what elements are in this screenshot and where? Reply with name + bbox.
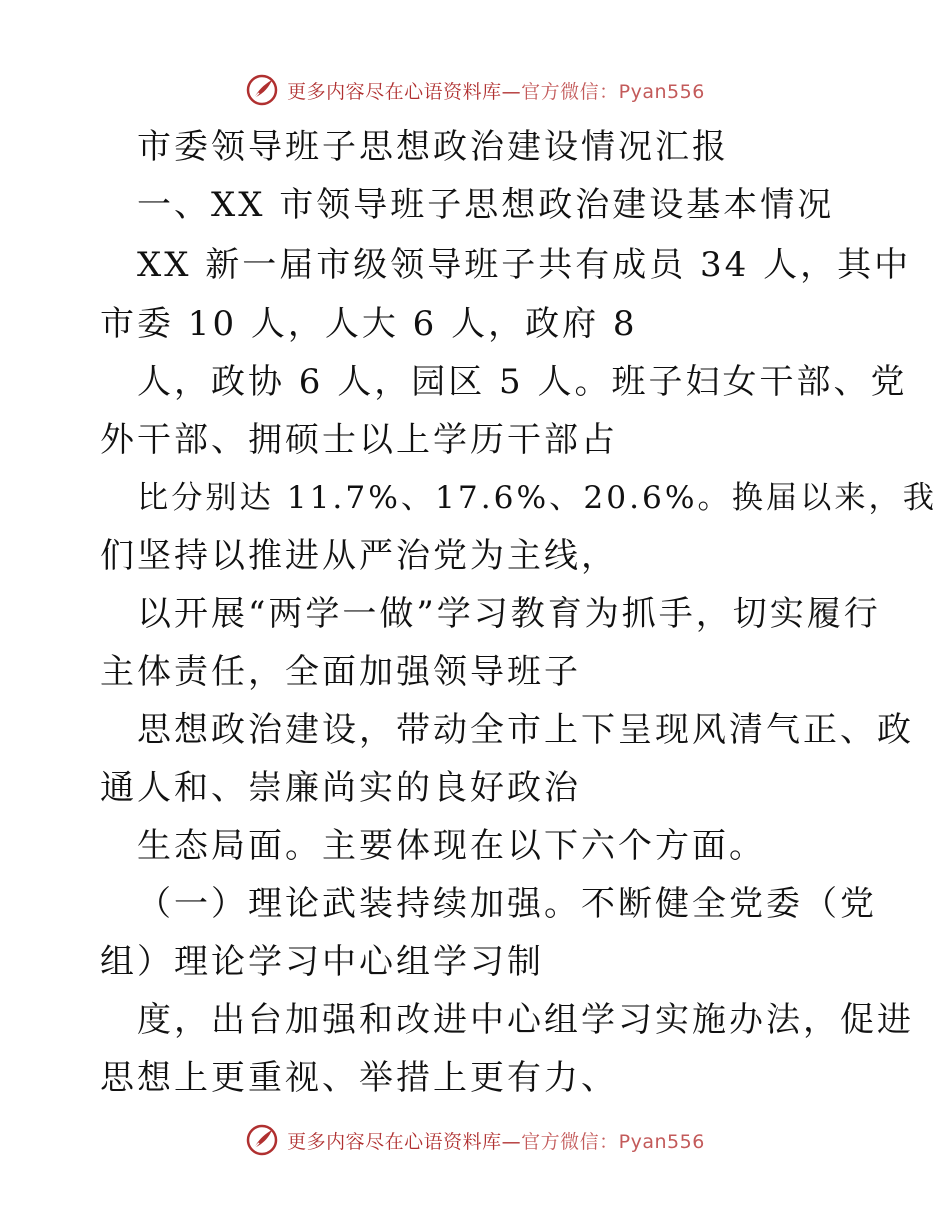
watermark-separator: —: [501, 80, 522, 103]
text-line: 思想上更重视、举措上更有力、: [100, 1058, 618, 1098]
text-line: 人，政协 6 人，园区 5 人。班子妇女干部、党: [137, 362, 908, 402]
text-line: 比分别达 11.7%、17.6%、20.6%。换届以来，我: [137, 480, 937, 516]
text-line: （一）理论武装持续加强。不断健全党委（党: [137, 884, 877, 924]
text-line: 度，出台加强和改进中心组学习实施办法，促进: [137, 1000, 914, 1040]
watermark-separator: —: [501, 1130, 522, 1153]
watermark-text: [287, 1127, 705, 1154]
watermark-wechat: 官方微信：Pyan556: [521, 1130, 705, 1153]
text-line: 通人和、崇廉尚实的良好政治: [100, 768, 581, 808]
text-line: 以开展“两学一做”学习教育为抓手，切实履行: [137, 594, 881, 634]
text-line: 组）理论学习中心组学习制: [100, 942, 544, 982]
text-line: 生态局面。主要体现在以下六个方面。: [137, 826, 766, 866]
text-line: 一、XX 市领导班子思想政治建设基本情况: [137, 185, 835, 225]
watermark-wechat: 官方微信：Pyan556: [521, 80, 705, 103]
text-line: 主体责任，全面加强领导班子: [100, 652, 581, 692]
feather-pen-icon: [245, 1123, 279, 1157]
footer-watermark: [0, 1120, 950, 1160]
feather-pen-icon: [245, 73, 279, 107]
text-line: XX 新一届市级领导班子共有成员 34 人，其中: [137, 245, 912, 285]
watermark-main-text: 更多内容尽在心语资料库: [287, 1130, 502, 1153]
text-line: 外干部、拥硕士以上学历干部占: [100, 420, 618, 460]
text-line: 思想政治建设，带动全市上下呈现风清气正、政: [137, 710, 914, 750]
text-line: 们坚持以推进从严治党为主线，: [100, 536, 618, 576]
watermark-main-text: 更多内容尽在心语资料库: [287, 80, 502, 103]
watermark-text: [287, 77, 705, 104]
header-watermark: [0, 70, 950, 110]
document-title: 市委领导班子思想政治建设情况汇报: [137, 127, 729, 167]
text-line: 市委 10 人，人大 6 人，政府 8: [100, 304, 638, 344]
